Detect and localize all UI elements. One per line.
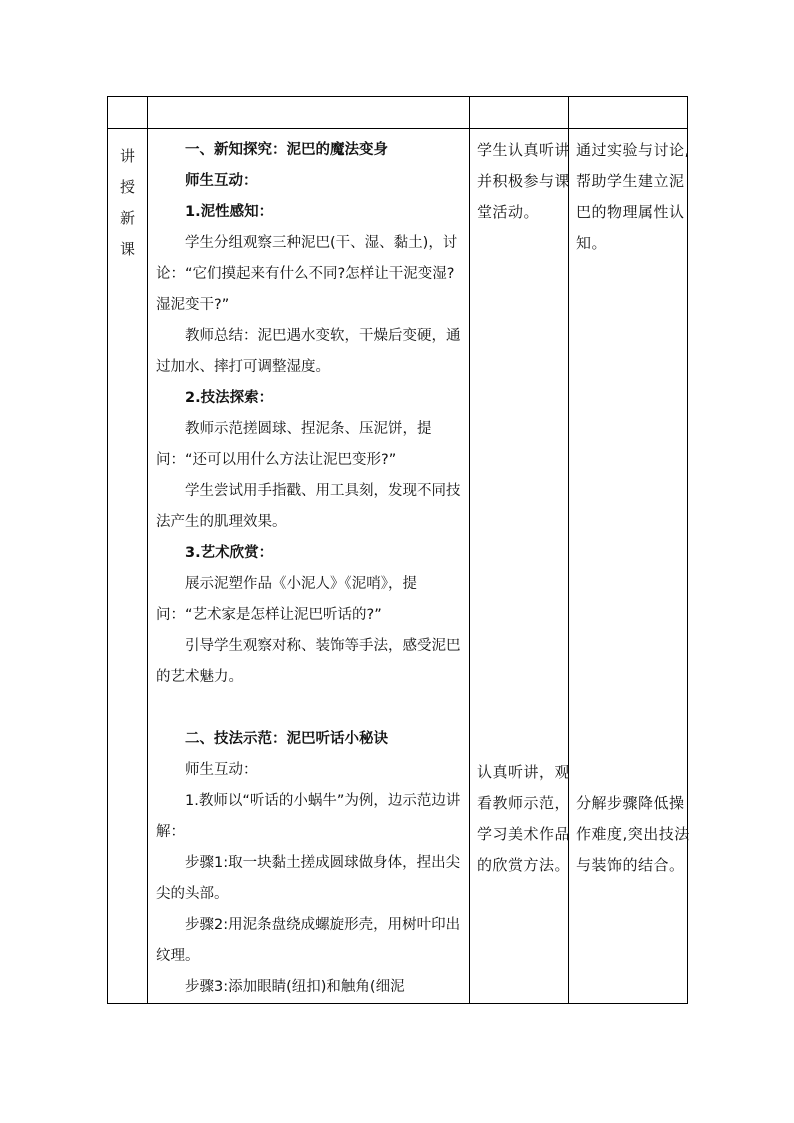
- header-cell-4: [569, 97, 688, 129]
- header-row: [108, 97, 688, 129]
- label-char: 授: [119, 178, 135, 196]
- section1-heading: 一、新知探究：泥巴的魔法变身: [185, 142, 388, 158]
- step2-paragraph-2: 学生尝试用手指戳、用工具刻，发现不同技法产生的肌理效果。: [156, 483, 461, 530]
- header-cell-1: [108, 97, 148, 129]
- design-intent-2: 分解步骤降低操作难度,突出技法与装饰的结合。: [576, 794, 690, 874]
- section2-paragraph-1: 1.教师以“听话的小蜗牛”为例，边示范边讲解：: [156, 793, 461, 840]
- step2-title: 2.技法探索：: [185, 390, 274, 406]
- design-intent-cell: [569, 129, 688, 1004]
- section2-step-2: 步骤2:用泥条盘绕成螺旋形壳，用树叶印出纹理。: [156, 917, 461, 964]
- step3-paragraph-1: 展示泥塑作品《小泥人》《泥哨》，提问：“艺术家是怎样让泥巴听话的?”: [156, 576, 417, 623]
- label-char: 课: [119, 240, 135, 258]
- teaching-content: [148, 129, 469, 1003]
- student-activity-2: 认真听讲，观看教师示范，学习美术作品的欣赏方法。: [477, 763, 571, 874]
- step3-paragraph-2: 引导学生观察对称、装饰等手法，感受泥巴的艺术魅力。: [156, 638, 461, 685]
- design-intent: [569, 129, 700, 874]
- section2-step-3: 步骤3:添加眼睛(纽扣)和触角(细泥: [185, 979, 405, 995]
- student-activity-cell: [470, 129, 569, 1004]
- label-char: 讲: [119, 147, 135, 165]
- step2-paragraph-1: 教师示范搓圆球、捏泥条、压泥饼，提问：“还可以用什么方法让泥巴变形?”: [156, 421, 432, 468]
- design-intent-1: 通过实验与讨论,帮助学生建立泥巴的物理属性认知。: [576, 141, 690, 252]
- lesson-plan-table: [107, 96, 688, 1004]
- student-activity: [470, 129, 581, 874]
- section1-interaction: 师生互动：: [185, 173, 258, 189]
- section2-step-1: 步骤1:取一块黏土搓成圆球做身体，捏出尖尖的头部。: [156, 855, 461, 902]
- section2-interaction: 师生互动：: [185, 762, 258, 778]
- header-cell-3: [470, 97, 569, 129]
- step1-paragraph-2: 教师总结：泥巴遇水变软，干燥后变硬，通过加水、摔打可调整湿度。: [156, 328, 461, 375]
- section2-heading: 二、技法示范：泥巴听话小秘诀: [185, 731, 388, 747]
- section-spacer: [156, 693, 461, 724]
- step3-title: 3.艺术欣赏：: [185, 545, 274, 561]
- step1-paragraph-1: 学生分组观察三种泥巴(干、湿、黏土)，讨论：“它们摸起来有什么不同?怎样让干泥变湿?湿泥变干?”: [156, 235, 458, 313]
- label-char: 新: [119, 209, 135, 227]
- student-activity-1: 学生认真听讲并积极参与课堂活动。: [477, 141, 571, 221]
- section-label: [108, 129, 147, 265]
- teaching-content-cell: [148, 129, 470, 1004]
- body-row: [108, 129, 688, 1004]
- step1-title: 1.泥性感知：: [185, 204, 274, 220]
- header-cell-2: [148, 97, 470, 129]
- section-label-cell: [108, 129, 148, 1004]
